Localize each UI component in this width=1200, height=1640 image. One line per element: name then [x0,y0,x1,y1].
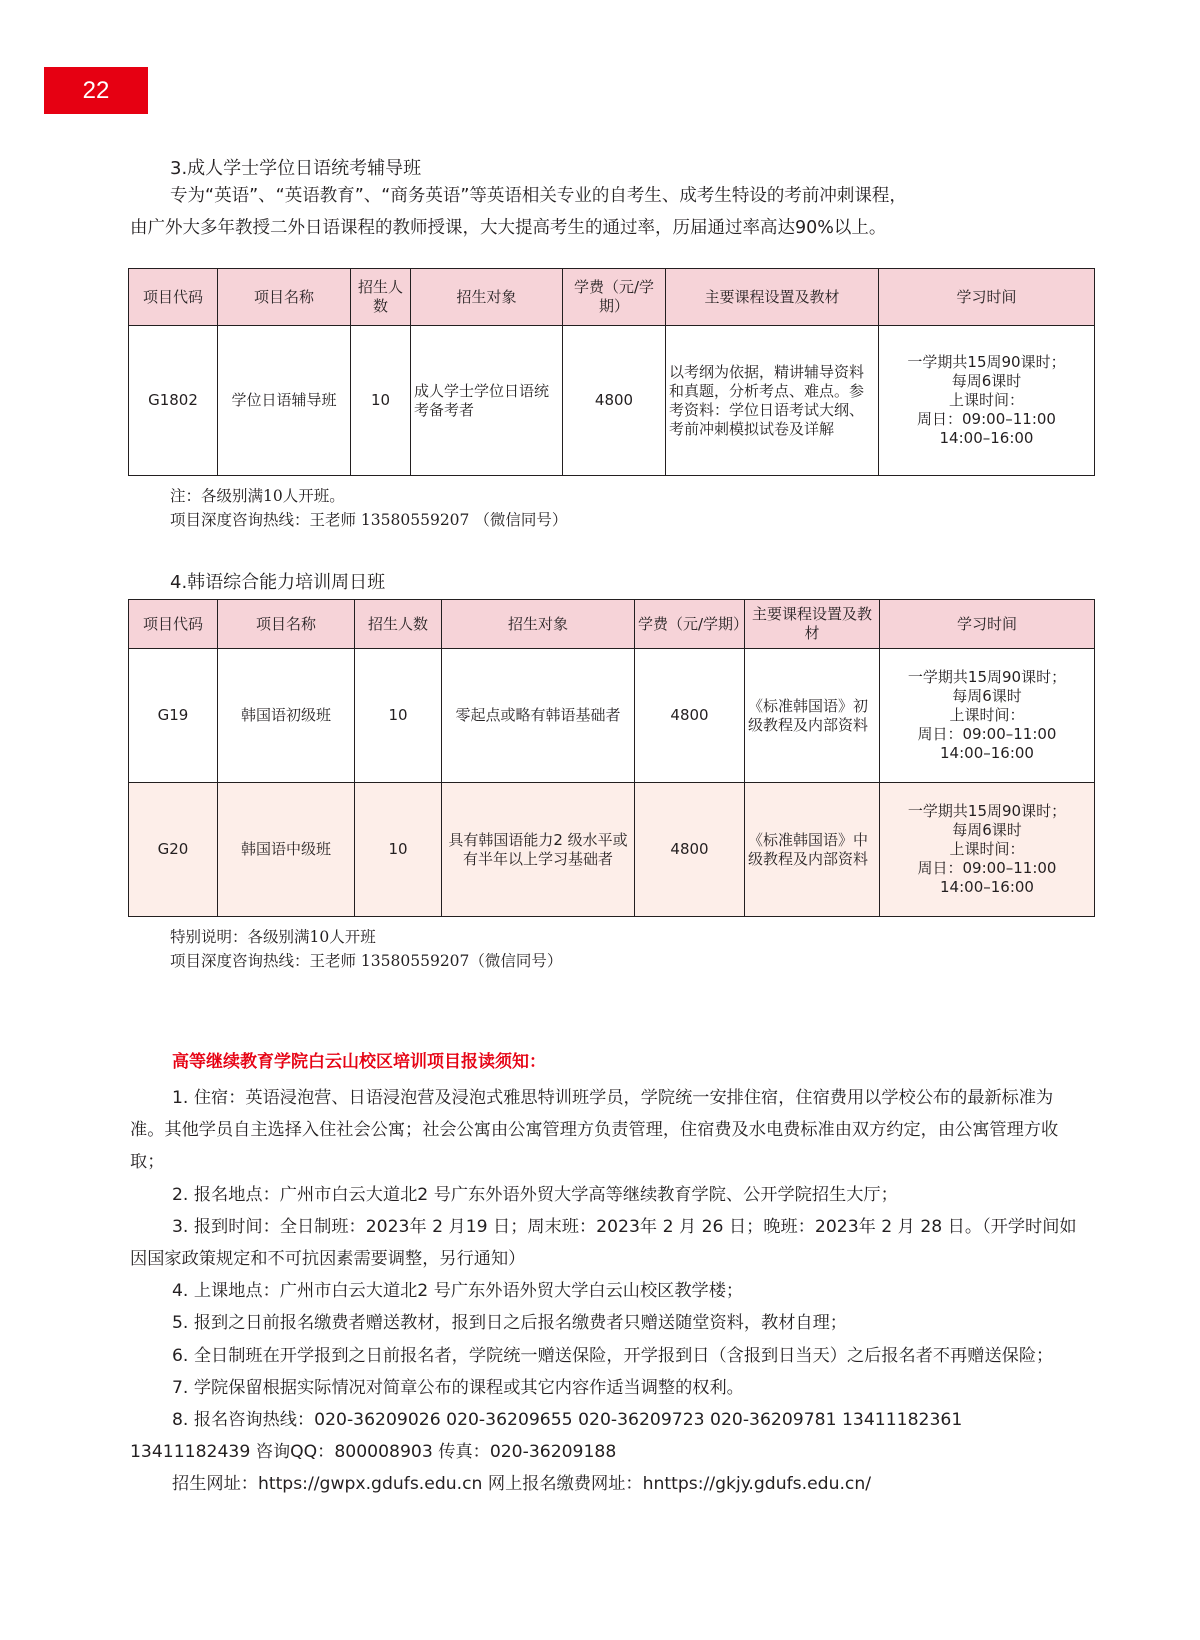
section4-note2: 项目深度咨询热线：王老师 13580559207（微信同号） [170,952,563,970]
cell-code: G20 [129,783,218,917]
cell-target: 具有韩国语能力2 级水平或有半年以上学习基础者 [442,783,635,917]
col-header-time: 学习时间 [879,269,1095,326]
time-line: 上课时间： [948,391,1024,409]
notice-item: 2. 报名地点：广州市白云大道北2 号广东外语外贸大学高等继续教育学院、公开学院招生大厅； [172,1184,898,1205]
notice-list [130,1082,1080,1501]
cell-name: 学位日语辅导班 [218,326,351,476]
section3-note2: 项目深度咨询热线：王老师 13580559207 （微信同号） [170,511,568,529]
time-line: 每周6课时 [952,687,1022,705]
cell-quota: 10 [351,326,411,476]
col-header-time: 学习时间 [880,600,1095,649]
col-header-fee: 学费（元/学期） [563,269,666,326]
cell-course: 《标准韩国语》初级教程及内部资料 [745,649,880,783]
cell-name: 韩国语初级班 [218,649,355,783]
section3-notes [170,484,567,532]
section3-intro [130,180,1090,244]
col-header-name: 项目名称 [218,269,351,326]
section3-table [128,268,1095,476]
section4-title: 4.韩语综合能力培训周日班 [170,572,386,593]
time-line: 上课时间： [949,840,1025,858]
notice-website: 招生网址：https://gwpx.gdufs.edu.cn 网上报名缴费网址：hnttps://gkjy.gdufs.edu.cn/ [172,1474,872,1495]
notice-item: 3. 报到时间：全日制班：2023年 2 月19 日；周末班：2023年 2 月 26 日；晚班：2023年 2 月 28 日。（开学时间如因国家政策规定和不可抗因素需要调整，另行通知） [130,1216,1077,1270]
table-row [129,783,1095,917]
time-line: 14:00–16:00 [940,744,1034,762]
notice-item: 8. 报名咨询热线：020-36209026 020-36209655 020-36209723 020-36209781 13411182361 13411182439 咨询QQ：800008903 传真：020-36209188 [130,1410,963,1463]
cell-time [879,326,1095,476]
cell-code: G19 [129,649,218,783]
cell-fee: 4800 [635,783,745,917]
cell-quota: 10 [355,783,442,917]
col-header-target: 招生对象 [442,600,635,649]
cell-target: 成人学士学位日语统考备考者 [411,326,563,476]
col-header-course: 主要课程设置及教材 [745,600,880,649]
time-line: 14:00–16:00 [940,878,1034,896]
cell-fee: 4800 [635,649,745,783]
cell-course: 《标准韩国语》中级教程及内部资料 [745,783,880,917]
time-line: 每周6课时 [952,821,1022,839]
col-header-quota: 招生人数 [351,269,411,326]
cell-time [880,783,1095,917]
time-line: 每周6课时 [951,372,1022,390]
table-row [129,326,1095,476]
col-header-name: 项目名称 [218,600,355,649]
section3-intro-line1: 专为“英语”、“英语教育”、“商务英语”等英语相关专业的自考生、成考生特设的考前冲刺课程， [170,186,907,206]
cell-course: 以考纲为依据，精讲辅导资料和真题，分析考点、难点。参考资料：学位日语考试大纲、考前冲刺模拟试卷及详解 [666,326,879,476]
cell-quota: 10 [355,649,442,783]
col-header-quota: 招生人数 [355,600,442,649]
time-line: 一学期共15周90课时； [907,353,1066,371]
cell-time [880,649,1095,783]
col-header-code: 项目代码 [129,600,218,649]
col-header-code: 项目代码 [129,269,218,326]
col-header-target: 招生对象 [411,269,563,326]
time-line: 周日：09:00–11:00 [917,859,1057,877]
col-header-course: 主要课程设置及教材 [666,269,879,326]
col-header-fee: 学费（元/学期） [635,600,745,649]
cell-name: 韩国语中级班 [218,783,355,917]
notice-title: 高等继续教育学院白云山校区培训项目报读须知： [172,1052,546,1072]
section3-note1: 注：各级别满10人开班。 [170,487,345,505]
time-line: 上课时间： [949,706,1025,724]
section4-table [128,599,1095,917]
notice-item: 6. 全日制班在开学报到之日前报名者，学院统一赠送保险，开学报到日（含报到日当天）之后报名者不再赠送保险； [172,1345,1054,1366]
section4-notes [170,925,562,973]
time-line: 周日：09:00–11:00 [917,725,1057,743]
table-row [129,649,1095,783]
section3-intro-line2: 由广外大多年教授二外日语课程的教师授课，大大提高考生的通过率，历届通过率高达90%以上。 [130,218,887,238]
section3-title: 3.成人学士学位日语统考辅导班 [170,158,422,179]
notice-item: 1. 住宿：英语浸泡营、日语浸泡营及浸泡式雅思特训班学员，学院统一安排住宿，住宿费用以学校公布的最新标准为准。其他学员自主选择入住社会公寓；社会公寓由公寓管理方负责管理，住宿费及水电费标准由双方约定，由公寓管理方收取； [130,1088,1059,1173]
time-line: 一学期共15周90课时； [907,802,1067,820]
time-line: 14:00–16:00 [939,429,1034,447]
time-line: 一学期共15周90课时； [907,668,1067,686]
cell-code: G1802 [129,326,218,476]
time-line: 周日：09:00–11:00 [917,410,1056,428]
cell-target: 零起点或略有韩语基础者 [442,649,635,783]
section4-note1: 特别说明：各级别满10人开班 [170,928,376,946]
notice-item: 5. 报到之日前报名缴费者赠送教材，报到日之后报名缴费者只赠送随堂资料，教材自理； [172,1313,847,1334]
notice-item: 7. 学院保留根据实际情况对简章公布的课程或其它内容作适当调整的权利。 [172,1377,744,1398]
page-number: 22 [44,67,148,114]
cell-fee: 4800 [563,326,666,476]
notice-item: 4. 上课地点：广州市白云大道北2 号广东外语外贸大学白云山校区教学楼； [172,1281,744,1302]
